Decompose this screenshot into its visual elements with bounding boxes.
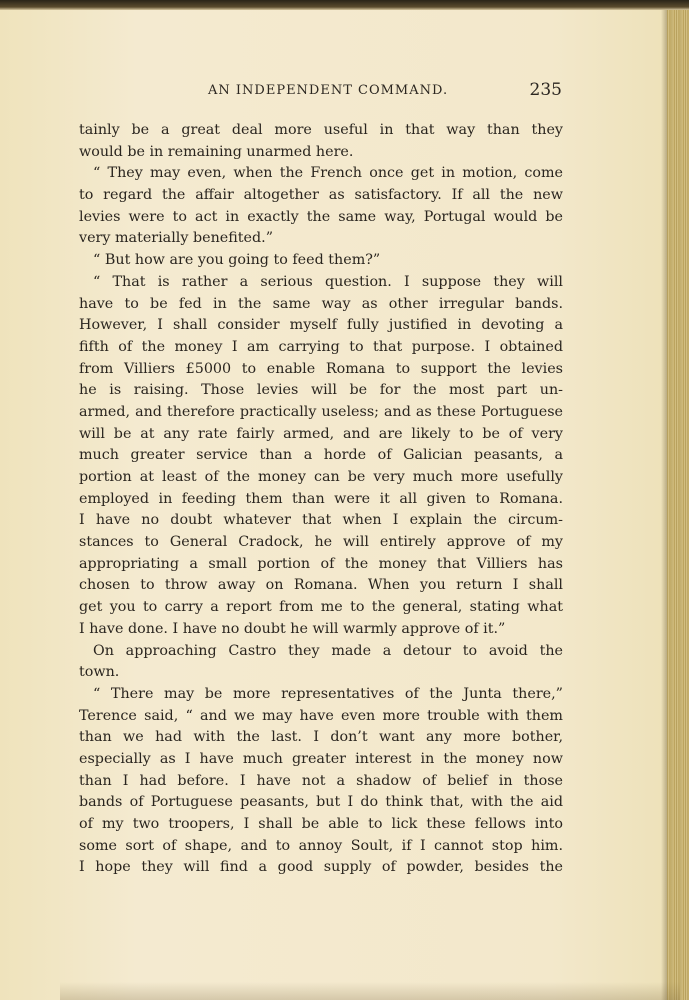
text-line: have to be fed in the same way as other irregular bands.: [79, 295, 563, 312]
text-line: than I had before. I have not a shadow of belief in those: [79, 772, 563, 789]
page-number: 235: [529, 80, 562, 100]
text-line: “ That is rather a serious question. I suppose they will: [93, 273, 563, 290]
text-line: tainly be a great deal more useful in that way than they: [79, 122, 563, 138]
text-line: he is raising. Those levies will be for the most part un-: [79, 382, 563, 399]
text-line: armed, and therefore practically useless; and as these Portuguese: [79, 403, 563, 420]
text-line: “ But how are you going to feed them?”: [93, 252, 381, 269]
text-line: “ They may even, when the French once get in motion, come: [93, 165, 563, 182]
text-line: especially as I have much greater interest in the money now: [79, 750, 563, 767]
text-line: would be in remaining unarmed here.: [79, 143, 354, 160]
text-line: than we had with the last. I don’t want any more bother,: [79, 729, 563, 746]
running-title: AN INDEPENDENT COMMAND.: [208, 83, 449, 98]
text-line: of my two troopers, I shall be able to lick these fellows into: [79, 816, 563, 832]
text-line: chosen to throw away on Romana. When you return I shall: [79, 577, 563, 594]
text-line: levies were to act in exactly the same way, Portugal would be: [79, 208, 563, 225]
page-top-edge: [0, 0, 689, 10]
text-line: Terence said, “ and we may have even more trouble with them: [79, 707, 563, 724]
text-line: from Villiers £5000 to enable Romana to support the levies: [79, 360, 563, 377]
text-line: to regard the affair altogether as satisfactory. If all the new: [79, 187, 563, 204]
text-line: fifth of the money I am carrying to that purpose. I obtained: [79, 338, 563, 355]
text-line: get you to carry a report from me to the general, stating what: [79, 599, 563, 616]
text-line: I hope they will find a good supply of powder, besides the: [79, 859, 563, 876]
text-line: much greater service than a horde of Galician peasants, a: [79, 447, 563, 464]
text-line: “ There may be more representatives of the Junta there,”: [93, 685, 563, 702]
text-line: On approaching Castro they made a detour to avoid the: [93, 642, 563, 659]
text-line: stances to General Cradock, he will entirely approve of my: [79, 534, 563, 551]
text-line: bands of Portuguese peasants, but I do think that, with the aid: [79, 794, 563, 811]
body-text: [79, 120, 563, 879]
text-line: some sort of shape, and to annoy Soult, if I cannot stop him.: [79, 837, 563, 854]
text-line: town.: [79, 664, 120, 681]
text-line: will be at any rate fairly armed, and are likely to be of very: [79, 425, 563, 442]
text-line: portion at least of the money can be very much more usefully: [79, 469, 563, 485]
text-line: appropriating a small portion of the money that Villiers has: [79, 555, 563, 572]
text-line: employed in feeding them than were it all given to Romana.: [79, 490, 563, 507]
text-line: However, I shall consider myself fully justified in devoting a: [79, 317, 563, 334]
page-fore-edge: [667, 10, 689, 1000]
running-head: [80, 80, 562, 105]
text-line: very materially benefited.”: [79, 230, 274, 247]
text-line: I have done. I have no doubt he will warmly approve of it.”: [79, 620, 506, 637]
page-bottom-shadow: [60, 982, 680, 1000]
text-line: I have no doubt whatever that when I explain the circum-: [79, 512, 563, 529]
